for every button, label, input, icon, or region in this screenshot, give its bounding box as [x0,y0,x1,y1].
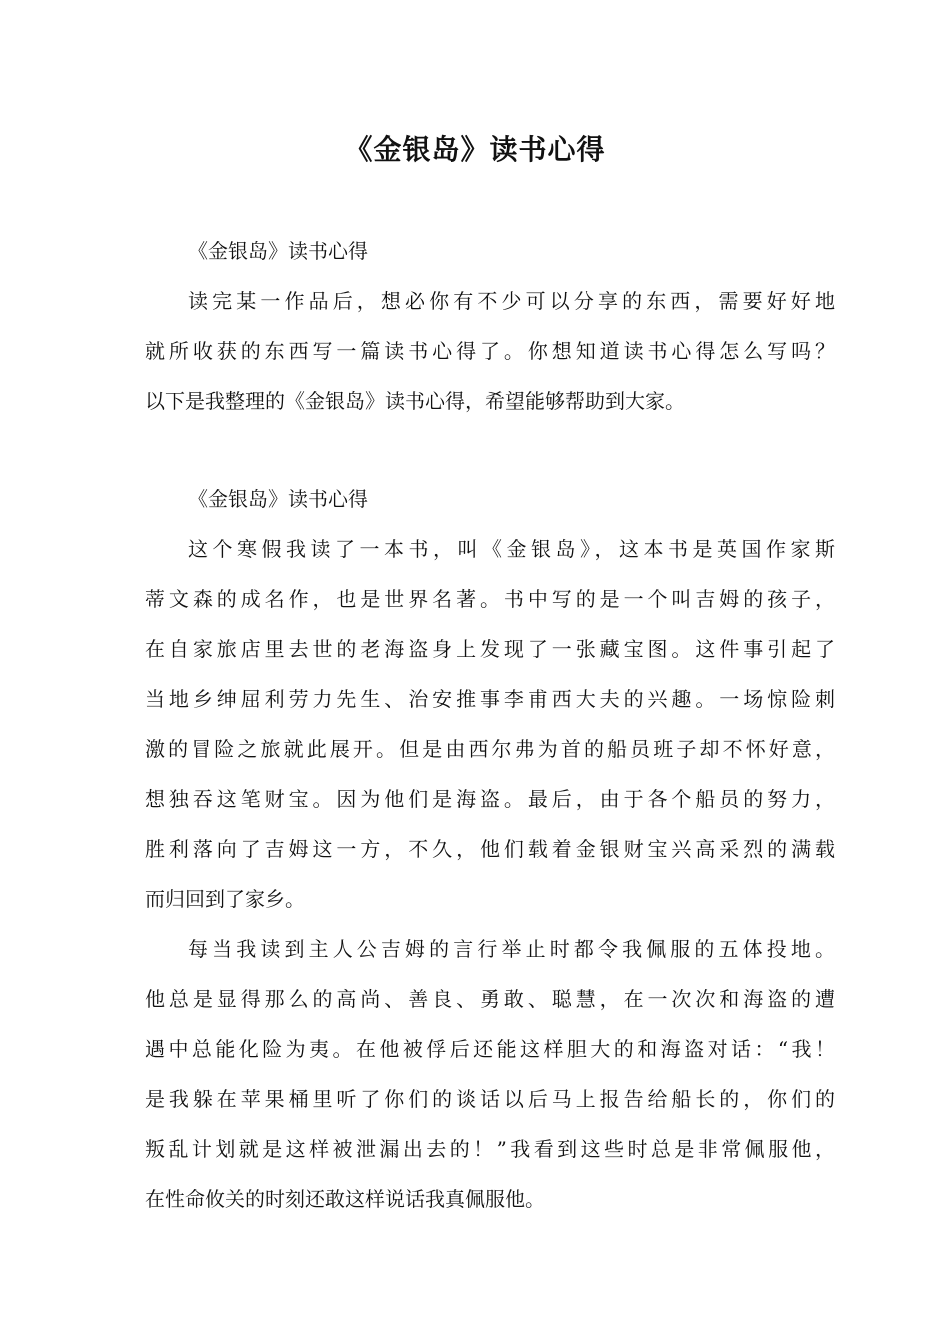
paragraph-line: 以下是我整理的《金银岛》读书心得，希望能够帮助到大家。 [145,389,685,413]
paragraph-line: 每当我读到主人公吉姆的言行举止时都令我佩服的五体投地。 [188,937,835,961]
paragraph-line: 遇中总能化险为夷。在他被俘后还能这样胆大的和海盗对话：“我！ [145,1037,835,1061]
paragraph-line: 激的冒险之旅就此展开。但是由西尔弗为首的船员班子却不怀好意， [145,737,835,761]
paragraph-line: 叛乱计划就是这样被泄漏出去的！”我看到这些时总是非常佩服他， [145,1137,835,1161]
document-title: 《金银岛》读书心得 [344,133,606,166]
paragraph-line: 在性命攸关的时刻还敢这样说话我真佩服他。 [145,1187,545,1211]
paragraph-line: 在自家旅店里去世的老海盗身上发现了一张藏宝图。这件事引起了 [145,637,835,661]
section-heading: 《金银岛》读书心得 [188,239,368,263]
paragraph-line: 蒂文森的成名作，也是世界名著。书中写的是一个叫吉姆的孩子， [145,587,835,611]
paragraph-line: 读完某一作品后，想必你有不少可以分享的东西，需要好好地 [188,289,835,313]
paragraph-line: 就所收获的东西写一篇读书心得了。你想知道读书心得怎么写吗？ [145,339,835,363]
paragraph-line: 想独吞这笔财宝。因为他们是海盗。最后，由于各个船员的努力， [145,787,835,811]
paragraph-line: 胜利落向了吉姆这一方，不久，他们载着金银财宝兴高采烈的满载 [145,837,835,861]
section-heading: 《金银岛》读书心得 [188,487,368,511]
paragraph-line: 当地乡绅屈利劳力先生、治安推事李甫西大夫的兴趣。一场惊险刺 [145,687,835,711]
paragraph-line: 而归回到了家乡。 [145,887,305,911]
paragraph-line: 是我躲在苹果桶里听了你们的谈话以后马上报告给船长的，你们的 [145,1087,835,1111]
paragraph-line: 他总是显得那么的高尚、善良、勇敢、聪慧，在一次次和海盗的遭 [145,987,835,1011]
paragraph-line: 这个寒假我读了一本书，叫《金银岛》，这本书是英国作家斯 [188,537,835,561]
